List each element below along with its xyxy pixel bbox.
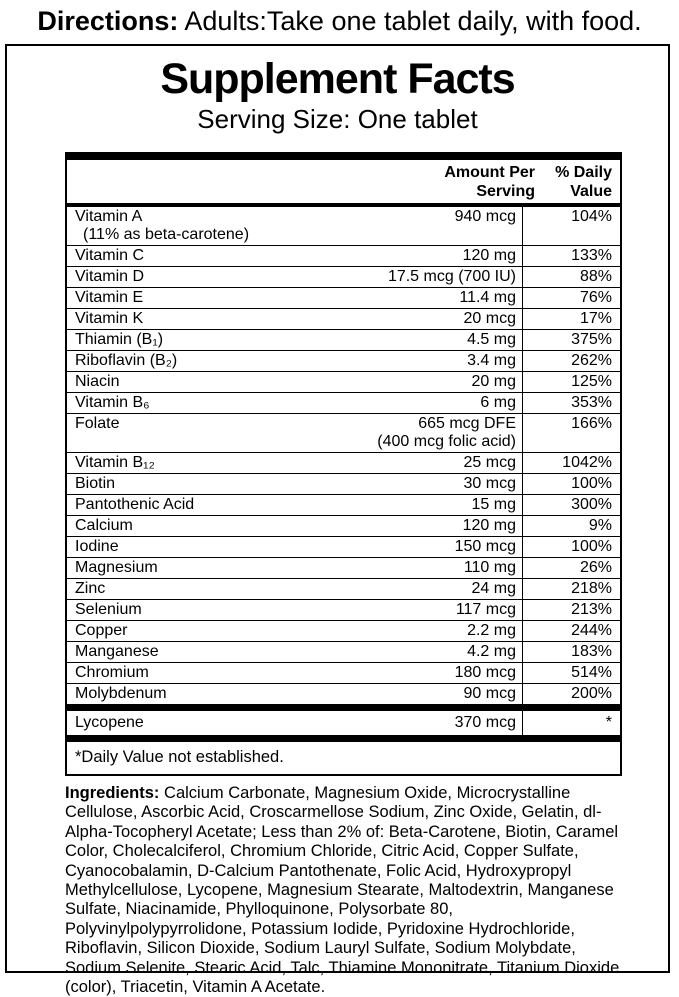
- nutrient-name-block: [75, 331, 163, 349]
- nutrient-amount: 120 mg: [462, 247, 516, 264]
- nutrient-name: Chromium: [75, 664, 149, 681]
- nutrient-daily-value: 244%: [571, 622, 612, 639]
- row-main-cell: [67, 537, 523, 557]
- row-main-cell: [67, 621, 523, 641]
- table-top-bar: [67, 152, 620, 160]
- nutrient-daily-value: 1042%: [562, 454, 612, 471]
- nutrient-amount-block: [463, 247, 516, 265]
- nutrient-name: Pantothenic Acid: [75, 496, 195, 513]
- nutrient-amount: 117 mcg: [455, 601, 516, 618]
- row-main-cell: [67, 495, 523, 515]
- nutrient-amount: 3.4 mg: [467, 352, 516, 369]
- nutrient-amount: 20 mcg: [463, 310, 516, 327]
- nutrient-name-block: [75, 517, 133, 535]
- table-row: [67, 266, 620, 287]
- table-row: [67, 620, 620, 641]
- nutrient-name-block: [75, 685, 167, 703]
- nutrient-name-block: [75, 643, 159, 661]
- nutrient-name: Thiamin (B₁): [75, 331, 164, 348]
- table-row: [67, 536, 620, 557]
- nutrient-amount: 11.4 mg: [459, 289, 516, 306]
- nutrient-amount: 2.2 mg: [467, 622, 516, 639]
- nutrient-amount: 30 mcg: [463, 475, 516, 492]
- nutrient-amount: 4.5 mg: [467, 331, 516, 348]
- serving-size: Serving Size: One tablet: [197, 104, 478, 134]
- row-main-cell: [67, 372, 523, 392]
- row-main-cell: [67, 267, 523, 287]
- nutrient-daily-value: 9%: [588, 517, 612, 534]
- nutrient-daily-value: 218%: [571, 580, 612, 597]
- nutrient-amount-block: [464, 310, 516, 328]
- nutrient-name-block: [75, 496, 194, 514]
- nutrient-name: Selenium: [75, 601, 142, 618]
- table-row: [67, 308, 620, 329]
- nutrient-name-block: [75, 454, 155, 472]
- nutrient-amount-block: [464, 685, 516, 703]
- nutrient-amount-block: [472, 496, 516, 514]
- section-separator-bar-2: [67, 735, 620, 742]
- nutrient-name: Iodine: [75, 538, 119, 555]
- nutrient-amount: 15 mg: [471, 496, 516, 513]
- nutrient-name: Vitamin D: [75, 268, 145, 285]
- nutrient-daily-value: 183%: [571, 643, 612, 660]
- nutrient-amount: 90 mcg: [463, 685, 516, 702]
- nutrient-amount-block: [455, 208, 516, 226]
- nutrient-amount-block: [467, 331, 516, 349]
- dv-header-line1: % Daily: [555, 164, 612, 181]
- nutrient-note: (11% as beta-carotene): [83, 226, 250, 243]
- directions-body: Adults:Take one tablet daily, with food.: [178, 6, 642, 36]
- nutrient-amount: 4.2 mg: [467, 643, 516, 660]
- nutrient-amount: 17.5 mcg (700 IU): [387, 268, 516, 285]
- nutrient-amount: 24 mg: [471, 580, 516, 597]
- nutrient-amount-block: [480, 394, 516, 412]
- ingredients-body: Calcium Carbonate, Magnesium Oxide, Microcrystalline Cellulose, Ascorbic Acid, Croscarmellose Sodium, Zinc Oxide, Gelatin, dl-Alpha-Tocopheryl Acetate; Less than 2% of: Beta-Carotene, Biotin, Caramel Color, Cholecalciferol, Chromium Chloride, Citric Acid, Copper Sulfate, Cyanocobalamin, D-Calcium Pantothenate, Folic Acid, Hydroxypropyl Methylcellulose, Lycopene, Magnesium Stearate, Maltodextrin, Manganese Sulfate, Niacinamide, Phylloquinone, Polysorbate 80, Polyvinylpolypyrrolidone, Potassium Iodide, Pyridoxine Hydrochloride, Riboflavin, Silicon Dioxide, Sodium Lauryl Sulfate, Sodium Molybdate, Sodium Selenite, Stearic Acid, Talc, Thiamine Mononitrate, Titanium Dioxide (color), Triacetin, Vitamin A Acetate.: [65, 784, 620, 997]
- facts-table: [65, 152, 622, 776]
- nutrient-daily-value: 125%: [571, 373, 612, 390]
- row-main-cell: [67, 351, 523, 371]
- row-main-cell: [67, 207, 523, 245]
- nutrient-name-block: [75, 247, 144, 265]
- nutrient-amount: 940 mcg: [454, 208, 516, 225]
- ingredients-label: Ingredients:: [65, 784, 160, 802]
- nutrient-name: Vitamin C: [75, 247, 145, 264]
- nutrient-daily-value: 213%: [571, 601, 612, 618]
- nutrient-name-block: [75, 622, 127, 640]
- nutrient-daily-value: 375%: [571, 331, 612, 348]
- nutrient-name-block: [75, 664, 149, 682]
- nutrient-name: Magnesium: [75, 559, 158, 576]
- nutrient-name-block: [75, 208, 249, 244]
- row-main-cell: [67, 453, 523, 473]
- nutrient-amount: 150 mcg: [454, 538, 516, 555]
- table-row: [67, 371, 620, 392]
- nutrient-amount: 110 mg: [463, 559, 516, 576]
- amount-header-line1: Amount Per: [444, 164, 535, 181]
- row-main-cell: [67, 600, 523, 620]
- table-row: [67, 641, 620, 662]
- nutrient-name-block: [75, 559, 158, 577]
- nutrient-daily-value: 88%: [579, 268, 612, 285]
- row-main-cell: [67, 246, 523, 266]
- nutrient-amount: 665 mcg DFE: [418, 415, 516, 432]
- nutrient-name: Vitamin E: [75, 289, 144, 306]
- nutrient-amount-block: [455, 664, 516, 682]
- nutrient-daily-value: 300%: [571, 496, 612, 513]
- nutrient-daily-value: 100%: [571, 475, 612, 492]
- other-ingredient-rows: [67, 711, 620, 735]
- row-main-cell: [67, 558, 523, 578]
- nutrient-name: Molybdenum: [75, 685, 167, 702]
- row-main-cell: [67, 663, 523, 683]
- nutrient-name: Zinc: [75, 580, 106, 597]
- row-main-cell: [67, 414, 523, 452]
- table-row: [67, 329, 620, 350]
- table-row: [67, 413, 620, 452]
- nutrient-amount-block: [455, 538, 516, 556]
- supplement-facts-panel: [5, 44, 670, 997]
- nutrient-amount-block: [464, 559, 516, 577]
- nutrient-daily-value: 76%: [579, 289, 612, 306]
- row-main-cell: [67, 579, 523, 599]
- nutrient-amount-block: [459, 289, 516, 307]
- table-row: [67, 662, 620, 683]
- table-row: [67, 599, 620, 620]
- table-row: [67, 578, 620, 599]
- row-main-cell: [67, 474, 523, 494]
- nutrient-daily-value: *: [605, 714, 612, 731]
- daily-value-header: [523, 163, 620, 201]
- nutrient-name: Vitamin A: [75, 208, 143, 225]
- nutrient-name-block: [75, 714, 144, 732]
- footnote: *Daily Value not established.: [75, 748, 284, 766]
- nutrient-name: Folate: [75, 415, 120, 432]
- nutrient-name-block: [75, 580, 105, 598]
- nutrient-daily-value: 514%: [571, 664, 612, 681]
- table-row: [67, 683, 620, 704]
- nutrient-name-block: [75, 373, 119, 391]
- nutrient-amount-block: [388, 268, 516, 286]
- nutrient-daily-value: 26%: [579, 559, 612, 576]
- nutrient-daily-value: 133%: [571, 247, 612, 264]
- table-row: [67, 557, 620, 578]
- dv-header-line2: Value: [570, 183, 612, 200]
- nutrient-name: Vitamin K: [75, 310, 144, 327]
- row-main-cell: [67, 309, 523, 329]
- nutrient-name-block: [75, 268, 144, 286]
- nutrient-name: Biotin: [75, 475, 116, 492]
- nutrient-name-block: [75, 394, 150, 412]
- nutrient-amount-block: [472, 580, 516, 598]
- table-header: [67, 160, 620, 203]
- ingredients-paragraph: [65, 784, 621, 997]
- nutrient-amount-block: [467, 622, 516, 640]
- nutrient-amount-block: [464, 475, 516, 493]
- nutrient-amount-block: [467, 352, 516, 370]
- nutrient-name: Copper: [75, 622, 128, 639]
- nutrient-daily-value: 166%: [571, 415, 612, 432]
- table-row: [67, 452, 620, 473]
- nutrient-name: Niacin: [75, 373, 120, 390]
- amount-per-serving-header: [444, 163, 535, 201]
- nutrient-name-block: [75, 352, 177, 370]
- row-main-cell: [67, 711, 523, 735]
- nutrient-name-block: [75, 475, 115, 493]
- nutrient-daily-value: 104%: [571, 208, 612, 225]
- supplement-facts-title: Supplement Facts: [160, 55, 515, 103]
- row-main-cell: [67, 288, 523, 308]
- amount-header-line2: Serving: [476, 183, 535, 200]
- nutrient-name-block: [75, 538, 119, 556]
- nutrient-name-block: [75, 601, 142, 619]
- table-row: [67, 392, 620, 413]
- row-main-cell: [67, 330, 523, 350]
- nutrient-amount-block: [467, 643, 516, 661]
- table-row: [67, 515, 620, 536]
- nutrient-name-block: [75, 289, 143, 307]
- table-row: [67, 245, 620, 266]
- nutrient-amount: 180 mcg: [454, 664, 516, 681]
- nutrient-amount: 370 mcg: [454, 714, 516, 731]
- section-separator-bar: [67, 704, 620, 711]
- directions-label: Directions:: [37, 6, 179, 36]
- nutrient-amount-secondary: (400 mcg folic acid): [377, 433, 516, 450]
- table-row: [67, 350, 620, 371]
- nutrient-amount-block: [455, 714, 516, 732]
- nutrient-amount: 6 mg: [480, 394, 516, 411]
- nutrient-name: Calcium: [75, 517, 133, 534]
- nutrient-rows: [67, 207, 620, 704]
- nutrient-name: Lycopene: [75, 714, 144, 731]
- table-row: [67, 287, 620, 308]
- table-row: [67, 207, 620, 245]
- nutrient-name-block: [75, 310, 143, 328]
- row-main-cell: [67, 684, 523, 704]
- nutrient-daily-value: 100%: [571, 538, 612, 555]
- nutrient-amount: 25 mcg: [463, 454, 516, 471]
- nutrient-name: Riboflavin (B₂): [75, 352, 178, 369]
- nutrient-amount: 120 mg: [462, 517, 516, 534]
- table-row: [67, 473, 620, 494]
- nutrient-amount: 20 mg: [471, 373, 516, 390]
- nutrient-amount-block: [463, 517, 516, 535]
- nutrient-name: Manganese: [75, 643, 159, 660]
- nutrient-daily-value: 353%: [571, 394, 612, 411]
- nutrient-daily-value: 17%: [579, 310, 612, 327]
- nutrient-daily-value: 200%: [571, 685, 612, 702]
- directions-text: [0, 5, 679, 37]
- nutrient-amount-block: [464, 454, 516, 472]
- nutrient-name: Vitamin B₆: [75, 394, 150, 411]
- row-main-cell: [67, 642, 523, 662]
- nutrient-amount-block: [377, 415, 516, 451]
- table-row: [67, 711, 620, 735]
- row-main-cell: [67, 393, 523, 413]
- row-main-cell: [67, 516, 523, 536]
- table-row: [67, 494, 620, 515]
- nutrient-amount-block: [472, 373, 516, 391]
- nutrient-name-block: [75, 415, 119, 433]
- nutrient-amount-block: [456, 601, 516, 619]
- nutrient-name: Vitamin B₁₂: [75, 454, 155, 471]
- nutrient-daily-value: 262%: [571, 352, 612, 369]
